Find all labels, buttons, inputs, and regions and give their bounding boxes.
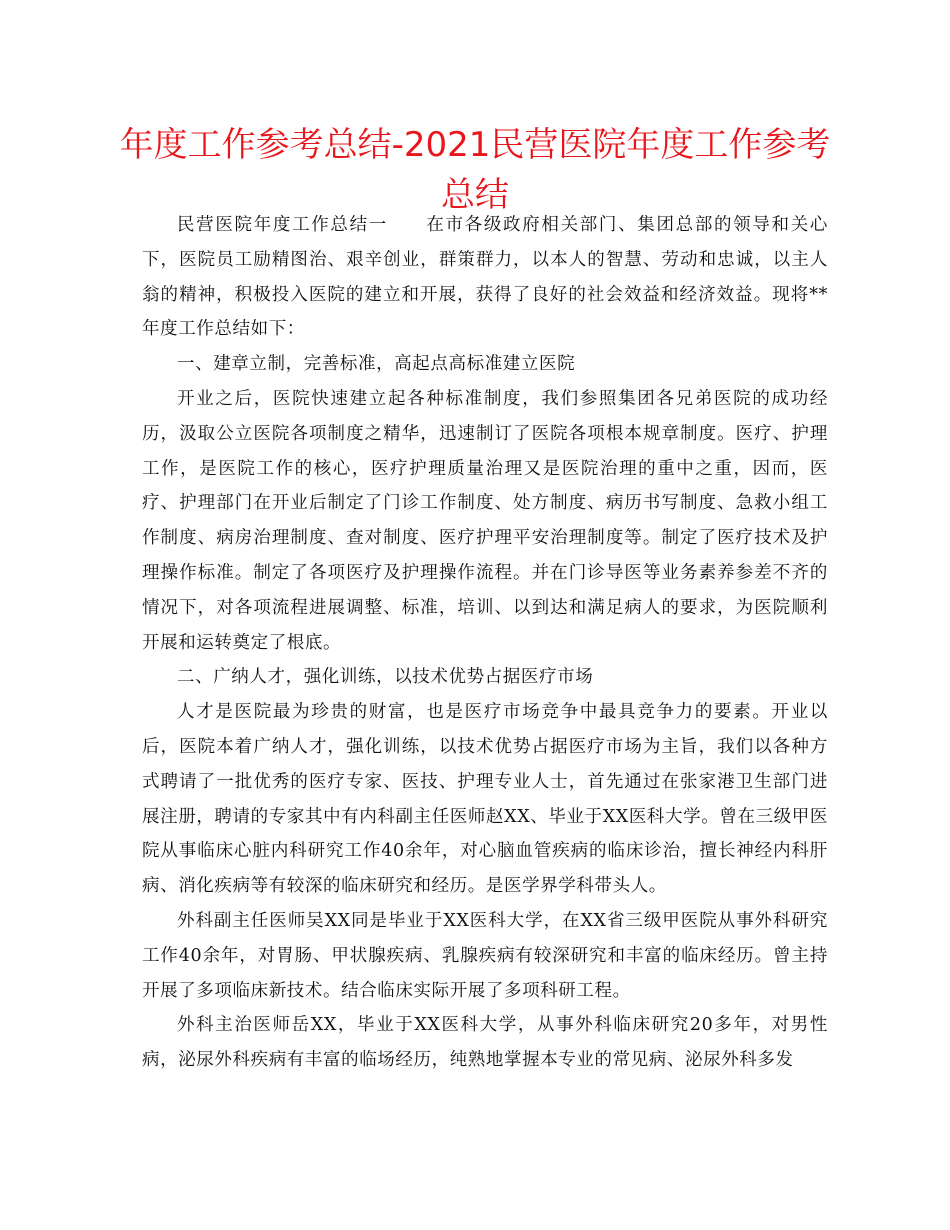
- section-heading: 一、建章立制，完善标准，高起点高标准建立医院: [177, 354, 576, 375]
- document-body: [142, 208, 828, 1078]
- body-paragraph: 外科副主任医师吴XX同是毕业于XX医科大学，在XX省三级甲医院从事外科研究工作40余年，对胃肠、甲状腺疾病、乳腺疾病有较深研究和丰富的临床经历。曾主持开展了多项临床新技术。结合临床实际开展了多项科研工程。: [142, 910, 828, 1001]
- document-title: [110, 120, 840, 220]
- body-paragraph: 人才是医院最为珍贵的财富，也是医疗市场竞争中最具竞争力的要素。开业以后，医院本着广纳人才，强化训练，以技术优势占据医疗市场为主旨，我们以各种方式聘请了一批优秀的医疗专家、医技、护理专业人士，首先通过在张家港卫生部门进展注册，聘请的专家其中有内科副主任医师赵XX、毕业于XX医科大学。曾在三级甲医院从事临床心脏内科研究工作40余年，对心脑血管疾病的临床诊治，擅长神经内科肝病、消化疾病等有较深的临床研究和经历。是医学界学科带头人。: [142, 702, 828, 897]
- body-paragraph: 民营医院年度工作总结一 在市各级政府相关部门、集团总部的领导和关心下，医院员工励精图治、艰辛创业，群策群力，以本人的智慧、劳动和忠诚，以主人翁的精神，积极投入医院的建立和开展，获得了良好的社会效益和经济效益。现将**年度工作总结如下：: [142, 215, 828, 340]
- title-line-2: 总结: [441, 175, 509, 215]
- body-paragraph: 外科主治医师岳XX，毕业于XX医科大学，从事外科临床研究20多年，对男性病，泌尿外科疾病有丰富的临场经历，纯熟地掌握本专业的常见病、泌尿外科多发: [142, 1015, 828, 1071]
- body-paragraph: 开业之后，医院快速建立起各种标准制度，我们参照集团各兄弟医院的成功经历，汲取公立医院各项制度之精华，迅速制订了医院各项根本规章制度。医疗、护理工作，是医院工作的核心，医疗护理质量治理又是医院治理的重中之重，因而，医疗、护理部门在开业后制定了门诊工作制度、处方制度、病历书写制度、急救小组工作制度、病房治理制度、查对制度、医疗护理平安治理制度等。制定了医疗技术及护理操作标准。制定了各项医疗及护理操作流程。并在门诊导医等业务素养参差不齐的情况下，对各项流程进展调整、标准，培训、以到达和满足病人的要求，为医院顺利开展和运转奠定了根底。: [142, 388, 828, 653]
- section-heading: 二、广纳人才，强化训练，以技术优势占据医疗市场: [177, 667, 594, 688]
- title-line-1: 年度工作参考总结-2021民营医院年度工作参考: [119, 125, 831, 165]
